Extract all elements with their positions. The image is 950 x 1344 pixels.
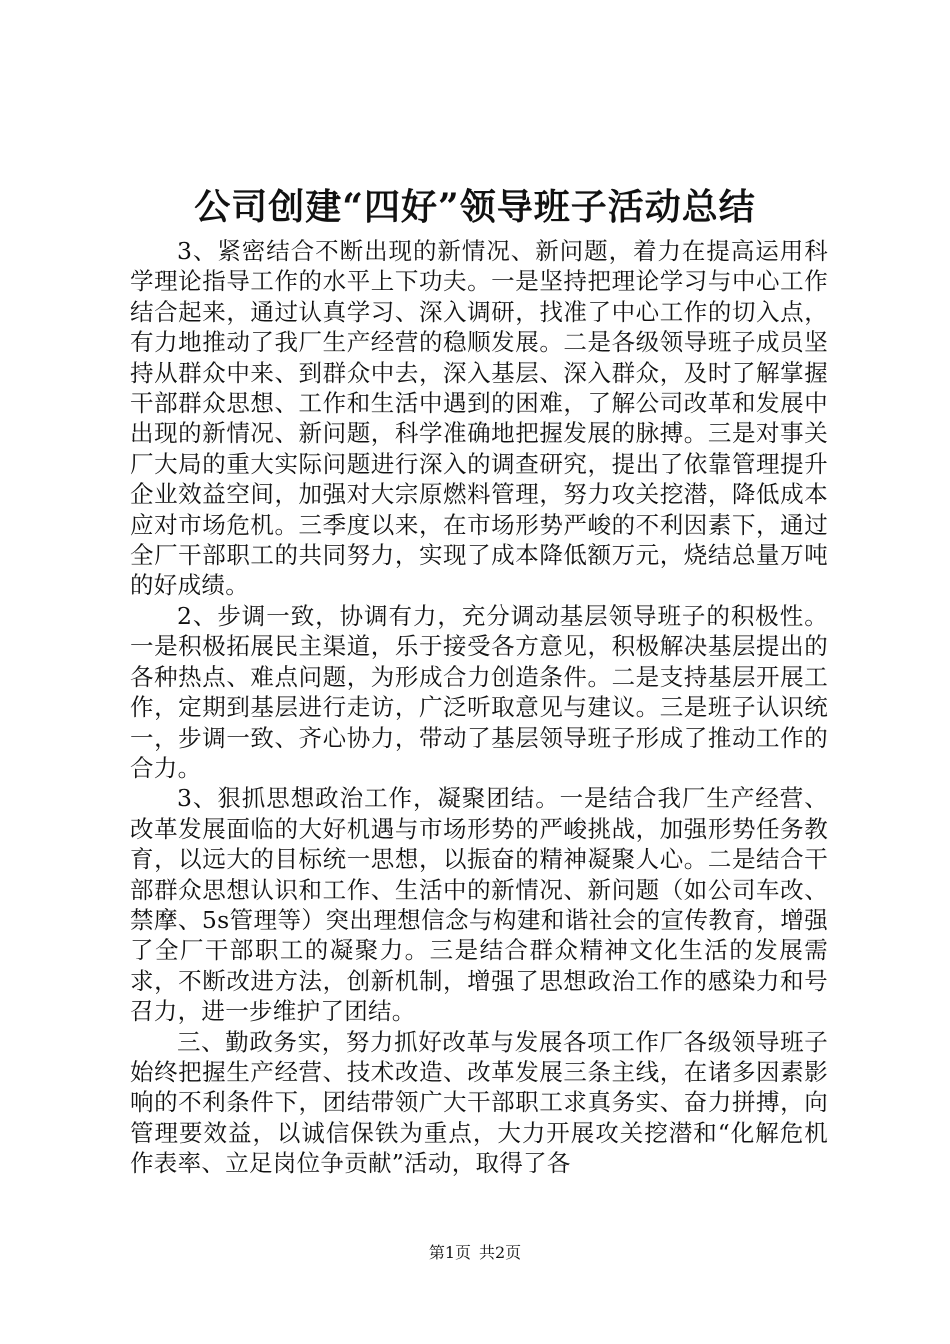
page-number: 第1页 (428, 1243, 471, 1262)
page-total: 共2页 (479, 1243, 522, 1262)
paragraph-2: 2、步调一致，协调有力，充分调动基层领导班子的积极性。一是积极拓展民主渠道，乐于接受各方意见，积极解决基层提出的各种热点、难点问题，为形成合力创造条件。二是支持基层开展工作，定期到基层进行走访，广泛听取意见与建议。三是班子认识统一，步调一致、齐心协力，带动了基层领导班子形成了推动工作的合力。 (130, 601, 828, 782)
paragraph-4: 三、勤政务实，努力抓好改革与发展各项工作厂各级领导班子始终把握生产经营、技术改造、改革发展三条主线，在诸多因素影响的不利条件下，团结带领广大干部职工求真务实、奋力拼搏，向管理要效益，以诚信保铁为重点，大力开展攻关挖潜和“化解危机作表率、立足岗位争贡献”活动，取得了各 (130, 1027, 828, 1178)
page-footer (0, 1243, 950, 1263)
document-title: 公司创建“四好”领导班子活动总结 (194, 186, 756, 228)
paragraph-1: 3、紧密结合不断出现的新情况、新问题，着力在提高运用科学理论指导工作的水平上下功夫。一是坚持把理论学习与中心工作结合起来，通过认真学习、深入调研，找准了中心工作的切入点，有力地推动了我厂生产经营的稳顺发展。二是各级领导班子成员坚持从群众中来、到群众中去，深入基层、深入群众，及时了解掌握干部群众思想、工作和生活中遇到的困难，了解公司改革和发展中出现的新情况、新问题，科学准确地把握发展的脉搏。三是对事关厂大局的重大实际问题进行深入的调查研究，提出了依靠管理提升企业效益空间，加强对大宗原燃料管理，努力攻关挖潜，降低成本应对市场危机。三季度以来，在市场形势严峻的不利因素下，通过全厂干部职工的共同努力，实现了成本降低额万元，烧结总量万吨的好成绩。 (130, 237, 828, 600)
paragraph-3: 3、狠抓思想政治工作，凝聚团结。一是结合我厂生产经营、改革发展面临的大好机遇与市场形势的严峻挑战，加强形势任务教育，以远大的目标统一思想，以振奋的精神凝聚人心。二是结合干部群众思想认识和工作、生活中的新情况、新问题（如公司车改、禁摩、5s管理等）突出理想信念与构建和谐社会的宣传教育，增强了全厂干部职工的凝聚力。三是结合群众精神文化生活的发展需求，不断改进方法，创新机制，增强了思想政治工作的感染力和号召力，进一步维护了团结。 (130, 784, 828, 1026)
document-body (130, 236, 828, 1179)
